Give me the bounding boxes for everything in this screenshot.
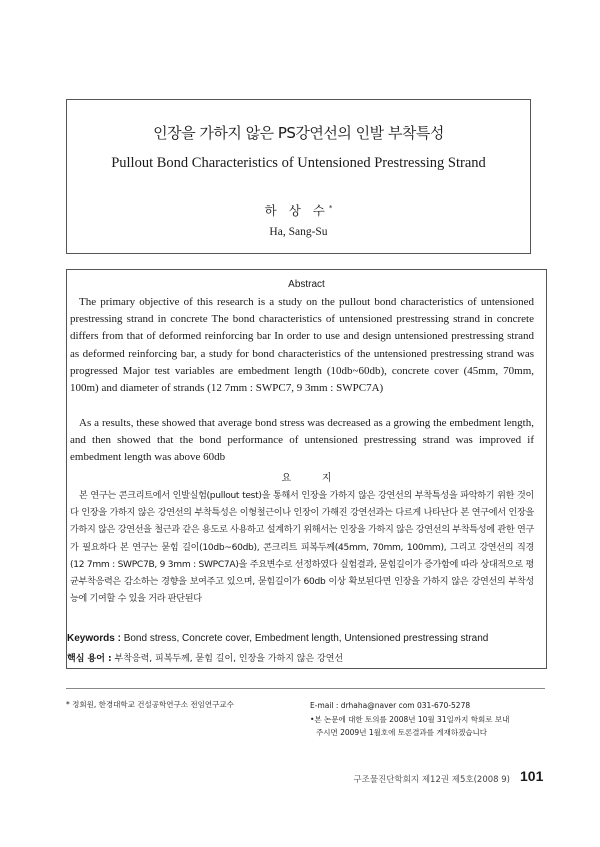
author-footnote-marker: *	[328, 203, 333, 212]
author-email: E-mail : drhaha@naver com 031-670-5278	[310, 701, 471, 710]
footnote-divider	[66, 688, 545, 689]
keywords-label: Keywords :	[67, 633, 121, 644]
discussion-notice-line-2: 주시면 2009년 1월호에 토론결과를 게재하겠습니다	[316, 728, 488, 737]
author-name-english: Ha, Sang-Su	[269, 226, 328, 238]
abstract-paragraph-1: The primary objective of this research is a study on the pullout bond characteristics of untensioned prestressing strand in concrete The bond characteristics of untensioned prestressing strand in concrete differs from that of deformed reinforcing bar In order to use and design untensioned prestressing strand as deformed reinforcing bar, a study for bond characteristics of the untensioned prestressing strand was progressed Major test variables are embedment length (10db~60db), concrete cover (45mm, 70mm, 100m) and diameter of strands (12 7mm : SWPC7, 9 3mm : SWPC7A)	[70, 296, 534, 395]
paper-title-korean: 인장을 가하지 않은 PS강연선의 인발 부착특성	[153, 124, 444, 142]
author-name-korean	[67, 201, 530, 219]
page-number: 101	[520, 768, 544, 784]
contact-footnote	[310, 699, 545, 740]
keywords-text-korean: 부착응력, 피복두께, 묻힘 길이, 인장을 가하지 않은 강연선	[114, 654, 344, 664]
abstract-paragraph-2: As a results, these showed that average bond stress was decreased as a growing the embedment length, and then showed that the bond performance of untensioned prestressing strand was improved if embedment length was above 60db	[70, 417, 534, 464]
author-affiliation-footnote: * 정회원, 한경대학교 건설공학연구소 전임연구교수	[66, 700, 234, 709]
paper-title-english: Pullout Bond Characteristics of Untensioned Prestressing Strand	[111, 155, 486, 171]
abstract-heading: Abstract	[288, 279, 325, 290]
keywords-line-korean	[67, 651, 546, 664]
discussion-notice-line-1: •본 논문에 대한 토의를 2008년 10월 31일까지 학회로 보내	[310, 714, 510, 724]
keywords-label-korean: 핵심 용어 :	[67, 654, 112, 664]
keywords-text: Bond stress, Concrete cover, Embedment length, Untensioned prestressing strand	[123, 633, 489, 644]
abstract-block	[66, 269, 547, 669]
keywords-line	[67, 633, 546, 644]
journal-citation: 구조물진단학회지 제12권 제5호(2008 9)	[353, 775, 510, 785]
title-block	[66, 99, 531, 254]
author-name-korean-text: 하 상 수	[264, 203, 329, 218]
summary-heading: 요 지	[281, 473, 346, 484]
summary-paragraph: 본 연구는 콘크리트에서 인발실험(pullout test)을 통해서 인장을 가하지 않은 강연선의 부착특성을 파악하기 위한 것이다 인장을 가하지 않은 강연선의 부착특성은 이형철근이나 인장이 가해진 강연선과는 다르게 나타난다 본 연구에서 인장을 가하지 않은 강연선을 철근과 같은 용도로 사용하고 설계하기 위해서는 인장을 가하지 않은 강연선의 부착특성에 관한 연구가 필요하다 본 연구는 묻힘 길이(10db~60db), 콘크리트 피복두께(45mm, 70mm, 100mm), 그리고 강연선의 직경(12 7mm : SWPC7B, 9 3mm : SWPC7A)을 주요변수로 선정하였다 실험결과, 묻힘길이가 증가함에 따라 상대적으로 평균부착응력은 감소하는 경향을 보여주고 있으며, 묻힘길이가 60db 이상 확보된다면 인장을 가하지 않은 강연선의 부착성능에 기여할 수 있을 거라 판단된다	[70, 491, 534, 605]
